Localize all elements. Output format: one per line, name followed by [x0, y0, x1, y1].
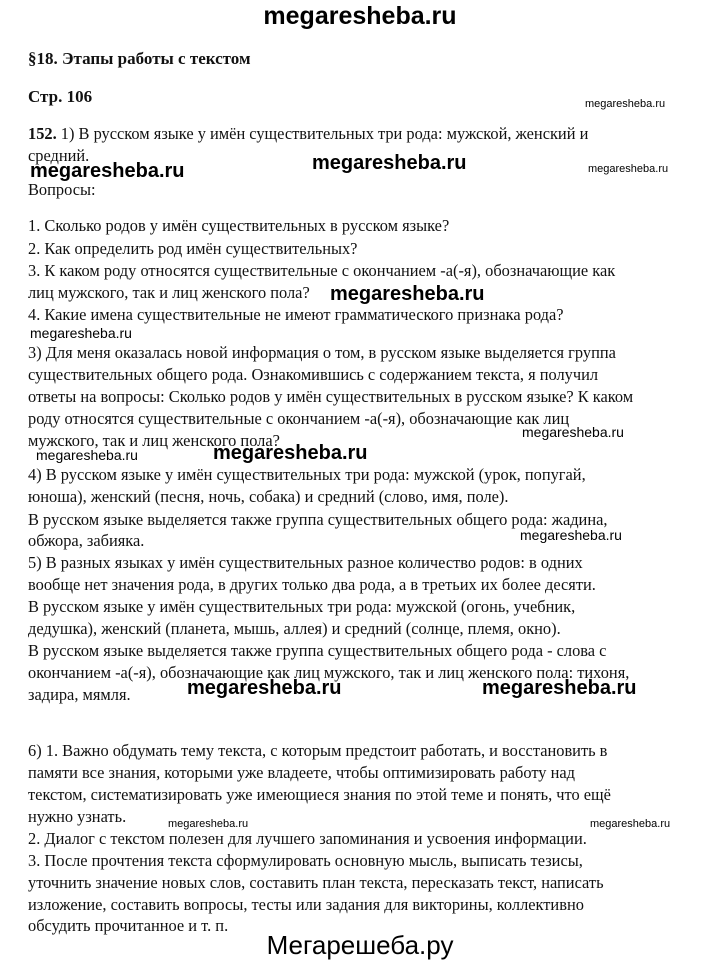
text-line: обжора, забияка.: [28, 531, 145, 550]
text-line: 1. Сколько родов у имён существительных в русском языке?: [28, 216, 450, 235]
text-line: Вопросы:: [28, 180, 96, 199]
text-line: существительных общего рода. Ознакомившись с содержанием текста, я получил: [28, 365, 599, 384]
site-header: megaresheba.ru: [263, 2, 457, 30]
text-line: 3. К каком роду относятся существительные с окончанием -а(-я), обозначающие как: [28, 261, 616, 280]
text-line: уточнить значение новых слов, составить план текста, пересказать текст, написать: [28, 873, 604, 892]
text-line: средний.: [28, 146, 90, 165]
text-line: изложение, составить вопросы, тесты или задания для викторины, коллективно: [28, 895, 584, 914]
watermark: megaresheba.ru: [213, 442, 368, 464]
watermark: megaresheba.ru: [588, 163, 669, 175]
watermark: megaresheba.ru: [585, 98, 666, 110]
site-footer: Мегарешеба.ру: [266, 930, 454, 960]
exercise-first-line: [28, 124, 588, 144]
text-line: 3) Для меня оказалась новой информация о том, в русском языке выделяется группа: [28, 343, 616, 362]
text-line: памяти все знания, которыми уже владеете, чтобы оптимизировать работу над: [28, 763, 575, 782]
watermark: megaresheba.ru: [30, 325, 132, 341]
text-line: 6) 1. Важно обдумать тему текста, с которым предстоит работать, и восстановить в: [28, 741, 608, 760]
text-line: роду относятся существительные с окончанием -а(-я), обозначающие как лиц: [28, 409, 570, 428]
text-line: вообще нет значения рода, в других только два рода, а в третьих их более десяти.: [28, 575, 596, 594]
text-line: лиц мужского, так и лиц женского пола?: [28, 283, 310, 302]
watermark: megaresheba.ru: [520, 527, 622, 543]
text-line: задира, мямля.: [28, 685, 131, 704]
text-line: 2. Как определить род имён существительных?: [28, 239, 358, 258]
watermark: megaresheba.ru: [168, 818, 249, 830]
watermark: megaresheba.ru: [187, 677, 342, 699]
text-line: 5) В разных языках у имён существительных разное количество родов: в одних: [28, 553, 583, 572]
section-title: §18. Этапы работы с текстом: [28, 49, 251, 68]
text-line: окончанием -а(-я), обозначающие как лиц мужского, так и лиц женского пола: тихоня,: [28, 663, 630, 682]
text-line: текстом, систематизировать уже имеющиеся знания по этой теме и понять, что ещё: [28, 785, 611, 804]
text-line: 4) В русском языке у имён существительных три рода: мужской (урок, попугай,: [28, 465, 586, 484]
text-line: дедушка), женский (планета, мышь, аллея) и средний (солнце, племя, окно).: [28, 619, 561, 638]
text-line: 2. Диалог с текстом полезен для лучшего запоминания и усвоения информации.: [28, 829, 587, 848]
text-line-last: обсудить прочитанное и т. п.: [28, 916, 229, 935]
watermark: megaresheba.ru: [30, 160, 185, 182]
text-line: юноша), женский (песня, ночь, собака) и средний (слово, имя, поле).: [28, 487, 509, 506]
text-line: В русском языке выделяется также группа существительных общего рода - слова с: [28, 641, 607, 660]
watermark: megaresheba.ru: [312, 152, 467, 174]
watermark: megaresheba.ru: [522, 424, 624, 440]
watermark: megaresheba.ru: [330, 283, 485, 305]
text-line: 3. После прочтения текста сформулировать основную мысль, выписать тезисы,: [28, 851, 583, 870]
text-line: ответы на вопросы: Сколько родов у имён существительных в русском языке? К каком: [28, 387, 634, 406]
text-line: 4. Какие имена существительные не имеют грамматического признака рода?: [28, 305, 564, 324]
text-line: мужского, так и лиц женского пола?: [28, 431, 280, 450]
text-line: В русском языке у имён существительных три рода: мужской (огонь, учебник,: [28, 597, 576, 616]
text-line: 1) В русском языке у имён существительных три рода: мужской, женский и: [56, 124, 589, 143]
page-label: Стр. 106: [28, 87, 93, 106]
text-line: нужно узнать.: [28, 807, 127, 826]
text-line: В русском языке выделяется также группа существительных общего рода: жадина,: [28, 510, 608, 529]
watermark: megaresheba.ru: [482, 677, 637, 699]
watermark: megaresheba.ru: [590, 818, 671, 830]
exercise-number: 152.: [28, 124, 57, 143]
watermark: megaresheba.ru: [36, 447, 138, 463]
